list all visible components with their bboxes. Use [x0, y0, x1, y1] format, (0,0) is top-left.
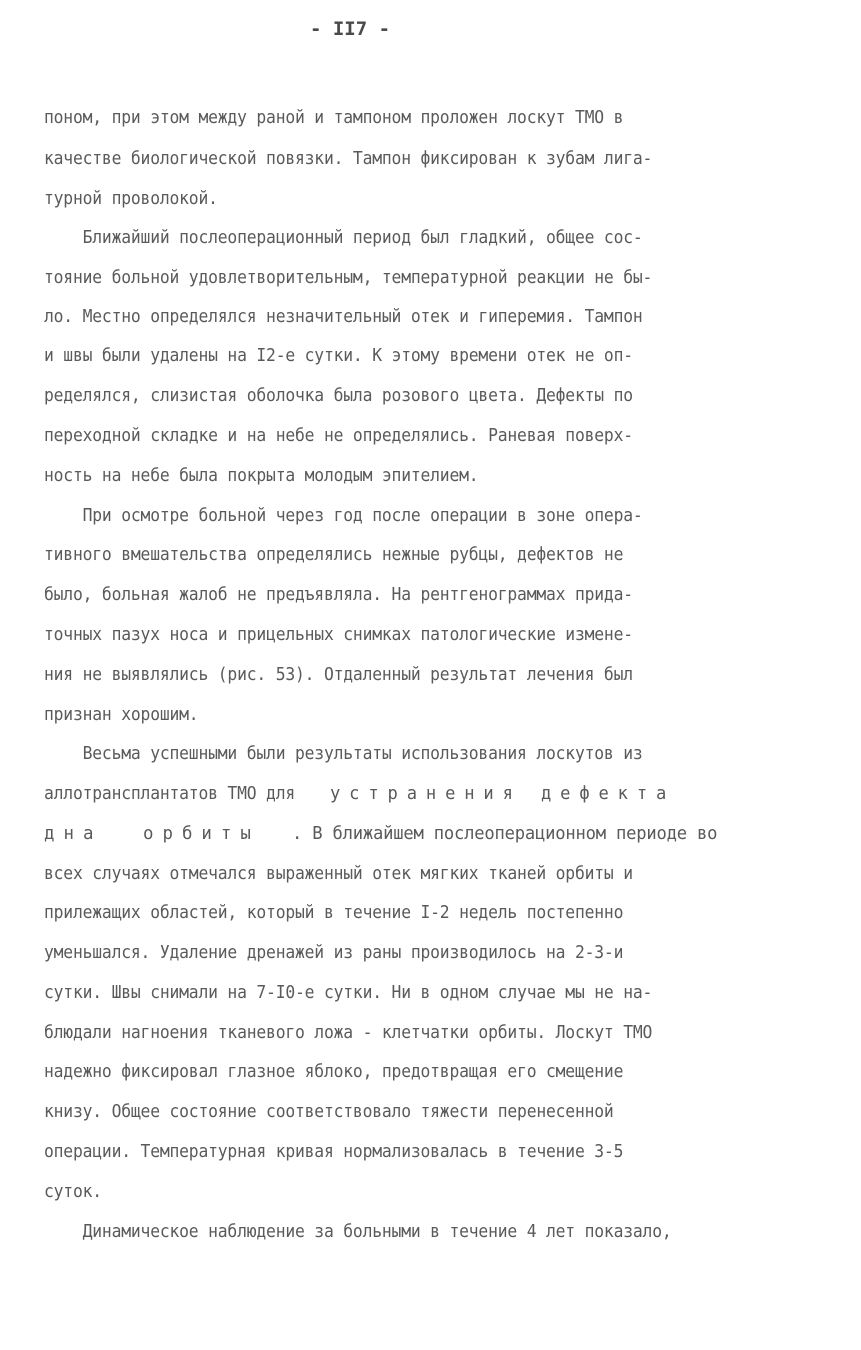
text-line: было, больная жалоб не предъявляла. На рентгенограммах прида-	[44, 585, 633, 605]
text-line: . В ближайшем послеоперационном периоде во	[292, 824, 718, 844]
text-line: суток.	[44, 1182, 102, 1202]
text-line: ло. Местно определялся незначительный отек и гиперемия. Тампон	[44, 307, 643, 327]
text-line: аллотрансплантатов ТМО для	[44, 784, 296, 804]
text-line: тивного вмешательства определялись нежные рубцы, дефектов не	[44, 545, 624, 565]
text-line: сутки. Швы снимали на 7-I0-е сутки. Ни в одном случае мы не на-	[44, 983, 653, 1003]
text-line: операции. Температурная кривая нормализовалась в течение 3-5	[44, 1142, 624, 1162]
text-line: поном, при этом между раной и тампоном проложен лоскут ТМО в	[44, 108, 624, 128]
text-line: При осмотре больной через год после операции в зоне опера-	[44, 506, 643, 526]
text-line: Ближайший послеоперационный период был гладкий, общее сос-	[44, 228, 643, 248]
text-line: Динамическое наблюдение за больными в течение 4 лет показало,	[44, 1222, 672, 1242]
text-line: блюдали нагноения тканевого ложа - клетчатки орбиты. Лоскут ТМО	[44, 1023, 653, 1043]
text-line: ность на небе была покрыта молодым эпителием.	[44, 466, 479, 486]
text-line: надежно фиксировал глазное яблоко, предотвращая его смещение	[44, 1062, 624, 1082]
text-line: и швы были удалены на I2-е сутки. К этому времени отек не оп-	[44, 346, 633, 366]
text-line: точных пазух носа и прицельных снимках патологические измене-	[44, 625, 633, 645]
text-line: признан хорошим.	[44, 705, 199, 725]
text-line: всех случаях отмечался выраженный отек мягких тканей орбиты и	[44, 864, 633, 884]
text-line: переходной складке и на небе не определялись. Раневая поверх-	[44, 426, 633, 446]
text-line: турной проволокой.	[44, 189, 218, 209]
text-line: книзу. Общее состояние соответствовало тяжести перенесенной	[44, 1102, 614, 1122]
spaced-emphasis: устранения дефекта	[330, 784, 676, 804]
page-number: - II7 -	[309, 18, 391, 40]
text-line: тояние больной удовлетворительным, температурной реакции не бы-	[44, 268, 653, 288]
spaced-emphasis: орбиты	[143, 824, 260, 844]
text-line: прилежащих областей, который в течение I-2 недель постепенно	[44, 903, 624, 923]
spaced-emphasis: дна	[44, 824, 103, 844]
text-line: уменьшался. Удаление дренажей из раны производилось на 2-3-и	[44, 943, 624, 963]
text-line: качестве биологической повязки. Тампон фиксирован к зубам лига-	[44, 149, 653, 169]
text-line: ния не выявлялись (рис. 53). Отдаленный результат лечения был	[44, 665, 633, 685]
text-line: Весьма успешными были результаты использования лоскутов из	[44, 744, 643, 764]
text-line: ределялся, слизистая оболочка была розового цвета. Дефекты по	[44, 386, 633, 406]
